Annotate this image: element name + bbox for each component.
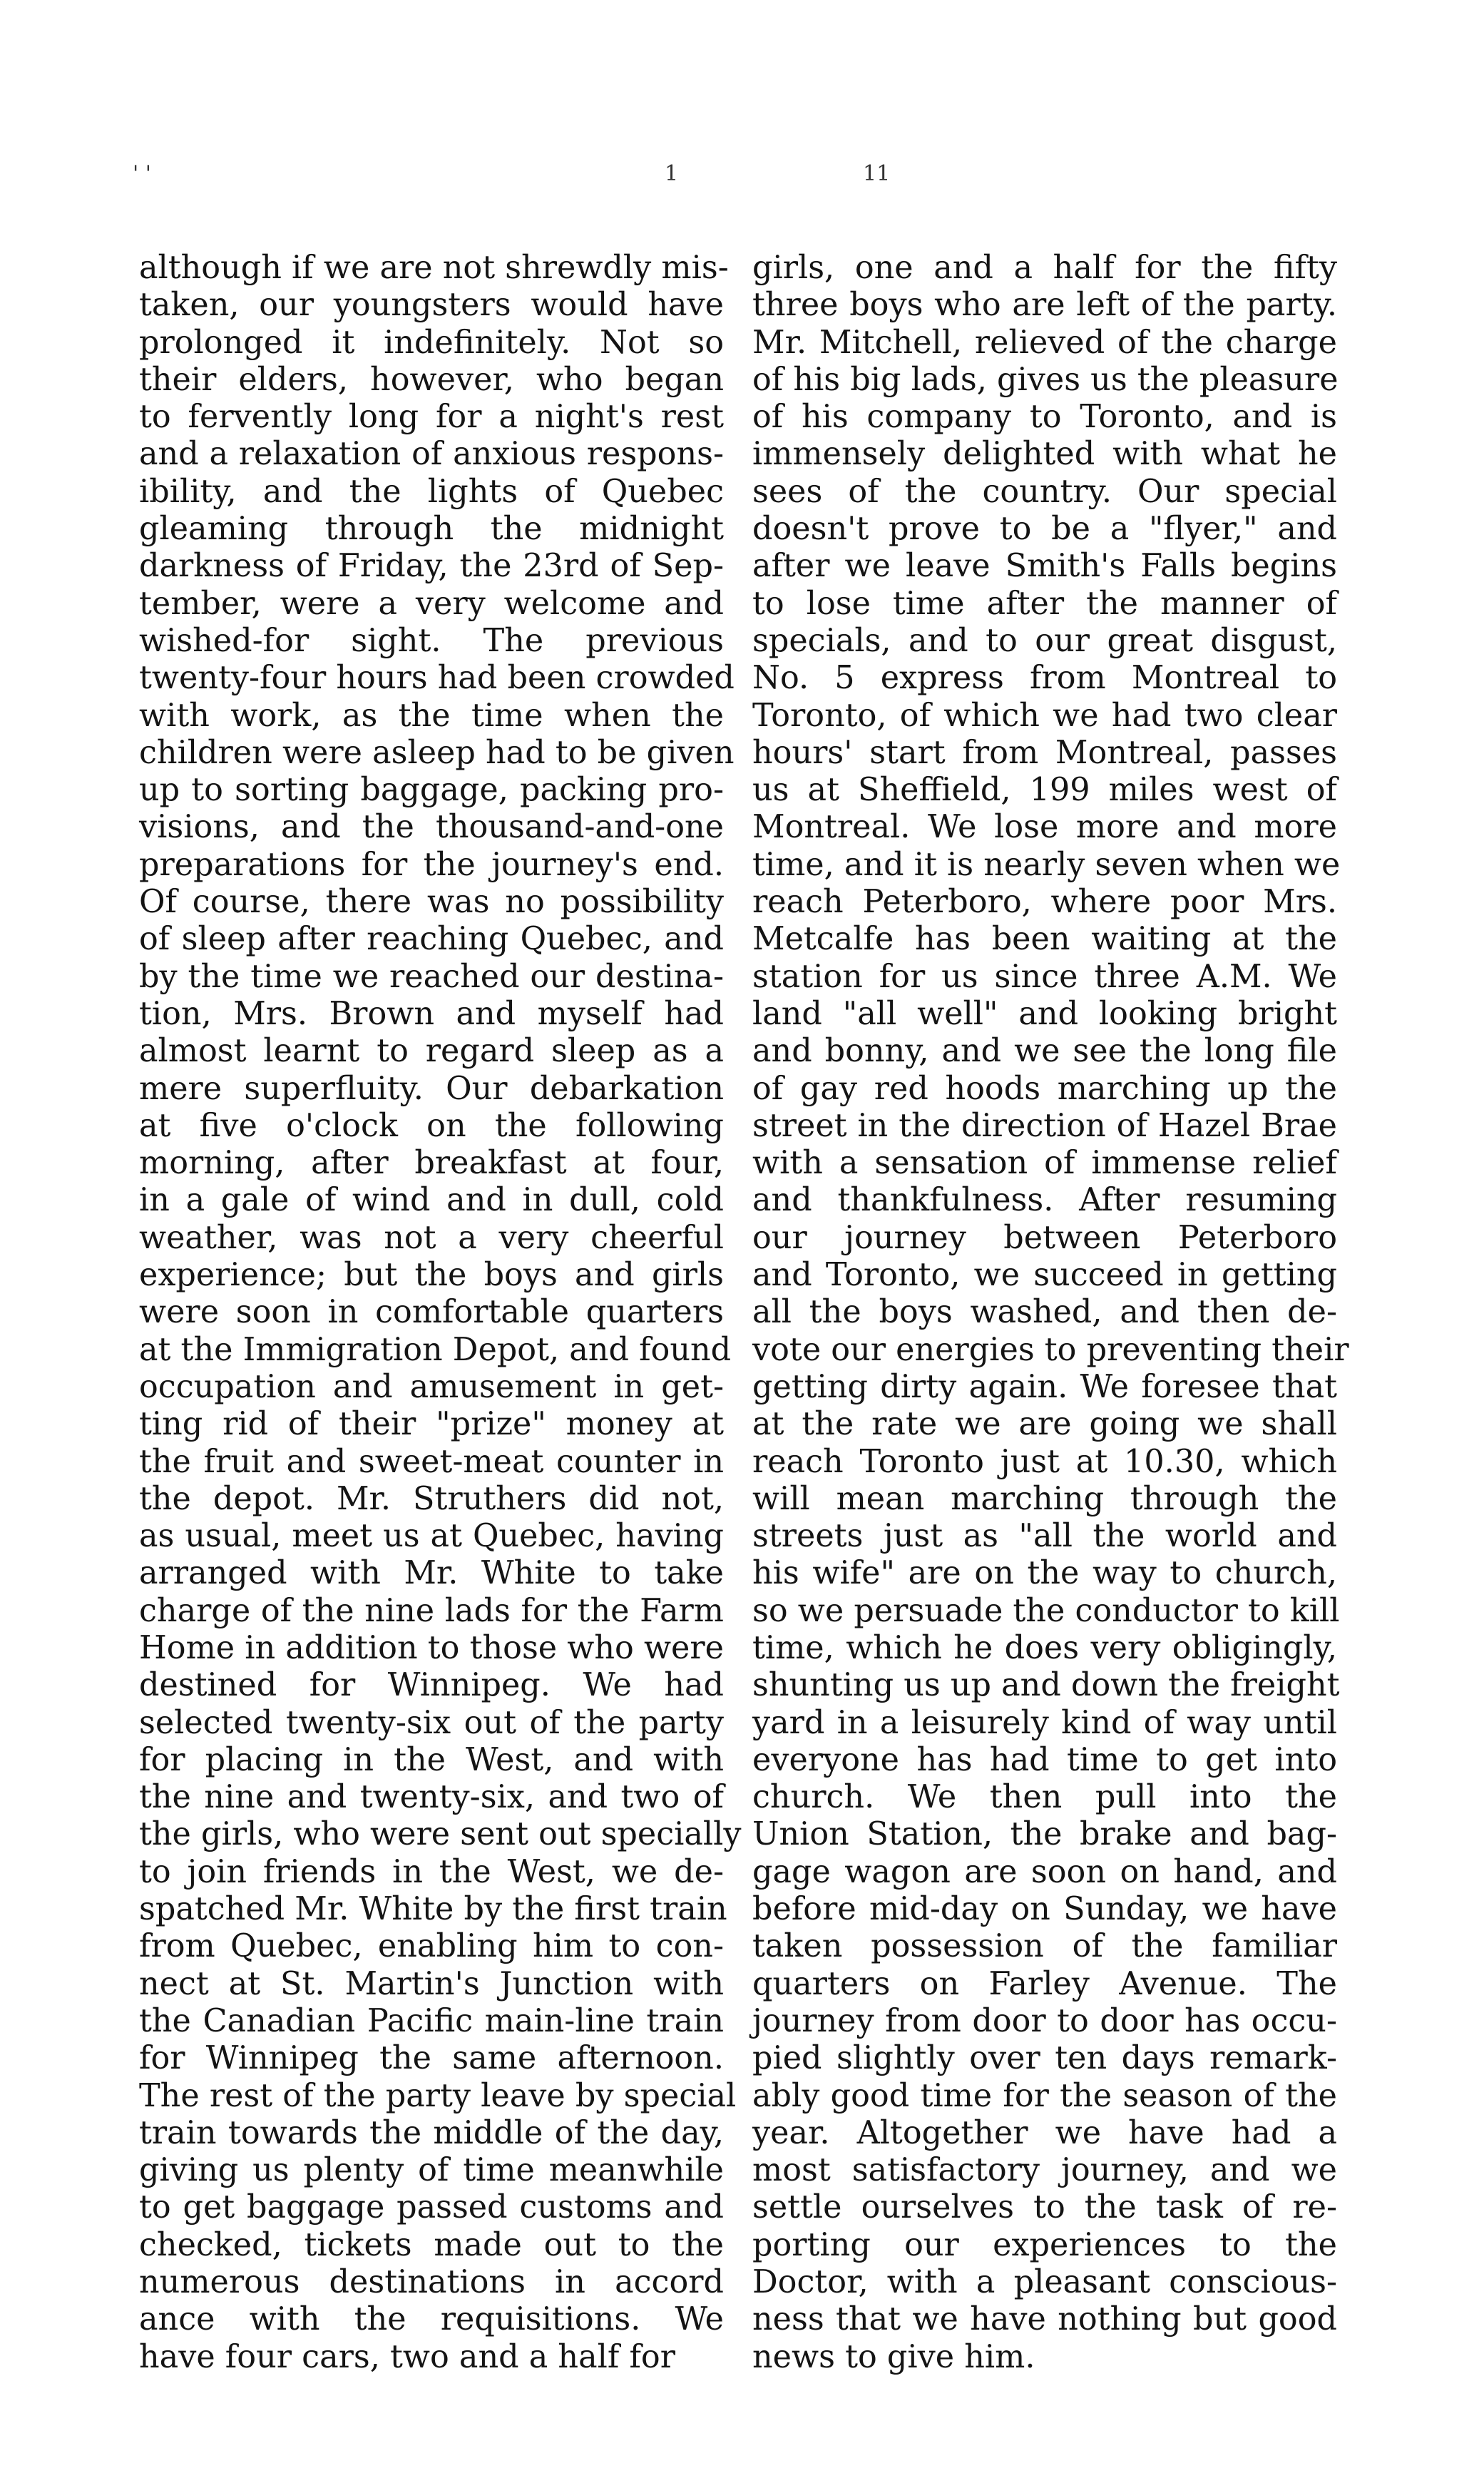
right-column-line: all the boys washed, and then de- [752, 1294, 1337, 1331]
left-column-line: twenty-four hours had been crowded [139, 660, 735, 697]
left-column-line: almost learnt to regard sleep as a [139, 1033, 724, 1070]
right-column-line: doesn't prove to be a "flyer," and [752, 511, 1337, 548]
right-column-line: No. 5 express from Montreal to [752, 660, 1337, 697]
left-column-line: the girls, who were sent out specially [139, 1816, 742, 1853]
right-column-line: land "all well" and looking bright [752, 995, 1337, 1032]
right-column-line: quarters on Farley Avenue. The [752, 1965, 1337, 2002]
right-column-line: Toronto, of which we had two clear [752, 697, 1337, 734]
left-column-line: tion, Mrs. Brown and myself had [139, 995, 724, 1032]
page-header [0, 161, 1484, 190]
right-column-line: settle ourselves to the task of re- [752, 2189, 1337, 2226]
left-column-line: have four cars, two and a half for [139, 2338, 675, 2375]
right-column-line: and thankfulness. After resuming [752, 1182, 1337, 1219]
right-column-line: news to give him. [752, 2338, 1035, 2375]
right-column-line: ness that we have nothing but good [752, 2301, 1337, 2338]
right-column-line: Metcalfe has been waiting at the [752, 921, 1337, 958]
right-column-line: will mean marching through the [752, 1480, 1337, 1517]
right-column-line: and Toronto, we succeed in getting [752, 1257, 1337, 1294]
right-column-line: us at Sheffield, 199 miles west of [752, 772, 1337, 809]
left-column-line: Of course, there was no possibility [139, 884, 724, 921]
left-column-line: occupation and amusement in get- [139, 1368, 724, 1405]
left-column-line: their elders, however, who began [139, 361, 724, 398]
left-column-line: weather, was not a very cheerful [139, 1219, 724, 1256]
left-column-line: wished-for sight. The previous [139, 622, 724, 659]
left-column-line: checked, tickets made out to the [139, 2226, 724, 2263]
right-text-column [752, 250, 1349, 2376]
right-column-line: Montreal. We lose more and more [752, 809, 1337, 846]
right-column-line: immensely delighted with what he [752, 436, 1337, 473]
left-column-line: destined for Winnipeg. We had [139, 1667, 724, 1704]
left-column-line: Home in addition to those who were [139, 1629, 724, 1666]
right-column-line: shunting us up and down the freight [752, 1667, 1340, 1704]
left-column-line: the fruit and sweet-meat counter in [139, 1443, 724, 1480]
right-column-line: pied slightly over ten days remark- [752, 2040, 1337, 2077]
left-column-line: to fervently long for a night's rest [139, 399, 724, 436]
right-column-line: with a sensation of immense relief [752, 1145, 1337, 1182]
left-column-line: ance with the requisitions. We [139, 2301, 724, 2338]
left-column-line: for Winnipeg the same afternoon. [139, 2040, 724, 2077]
header-left-mark: ' ' [133, 161, 152, 186]
right-column-line: reach Peterboro, where poor Mrs. [752, 884, 1337, 921]
left-column-line: visions, and the thousand-and-one [139, 809, 724, 846]
right-column-line: streets just as "all the world and [752, 1518, 1337, 1555]
left-column-line: for placing in the West, and with [139, 1741, 724, 1778]
left-column-line: mere superfluity. Our debarkation [139, 1070, 724, 1107]
right-column-line: year. Altogether we have had a [752, 2114, 1337, 2151]
left-column-line: giving us plenty of time meanwhile [139, 2152, 724, 2189]
right-column-line: vote our energies to preventing their [752, 1331, 1349, 1368]
left-column-line: selected twenty-six out of the party [139, 1704, 724, 1741]
left-column-line: taken, our youngsters would have [139, 287, 724, 324]
left-column-line: the Canadian Pacific main-line train [139, 2002, 724, 2039]
right-column-line: so we persuade the conductor to kill [752, 1592, 1340, 1629]
left-column-line: arranged with Mr. White to take [139, 1555, 724, 1592]
right-column-line: Mr. Mitchell, relieved of the charge [752, 324, 1337, 361]
left-column-line: charge of the nine lads for the Farm [139, 1592, 724, 1629]
right-column-line: everyone has had time to get into [752, 1741, 1337, 1778]
right-column-line: girls, one and a half for the fifty [752, 250, 1337, 286]
right-column-line: taken possession of the familiar [752, 1928, 1337, 1965]
left-column-line: to get baggage passed customs and [139, 2189, 724, 2226]
left-column-line: were soon in comfortable quarters [139, 1294, 724, 1331]
left-column-line: the nine and twenty-six, and two of [139, 1779, 724, 1816]
right-column-line: time, which he does very obligingly, [752, 1629, 1337, 1666]
left-column-line: children were asleep had to be given [139, 734, 735, 771]
left-column-line: experience; but the boys and girls [139, 1257, 724, 1294]
left-column-line: ting rid of their "prize" money at [139, 1406, 724, 1443]
right-column-line: church. We then pull into the [752, 1779, 1337, 1816]
left-column-line: with work, as the time when the [139, 697, 724, 734]
left-column-line: up to sorting baggage, packing pro- [139, 772, 724, 809]
right-column-line: sees of the country. Our special [752, 473, 1337, 510]
left-column-line: preparations for the journey's end. [139, 846, 724, 883]
right-column-line: before mid-day on Sunday, we have [752, 1891, 1337, 1928]
right-column-line: time, and it is nearly seven when we [752, 846, 1341, 883]
left-text-column [139, 250, 742, 2376]
left-column-line: numerous destinations in accord [139, 2264, 724, 2301]
left-column-line: darkness of Friday, the 23rd of Sep- [139, 548, 724, 585]
left-column-line: in a gale of wind and in dull, cold [139, 1182, 724, 1219]
right-column-line: street in the direction of Hazel Brae [752, 1107, 1337, 1144]
right-column-line: of his big lads, gives us the pleasure [752, 361, 1339, 398]
left-column-line: by the time we reached our destina- [139, 958, 724, 995]
left-column-line: the depot. Mr. Struthers did not, [139, 1480, 724, 1517]
right-column-line: after we leave Smith's Falls begins [752, 548, 1337, 585]
left-column-line: and a relaxation of anxious respons- [139, 436, 724, 473]
right-column-line: and bonny, and we see the long file [752, 1033, 1337, 1070]
header-right-mark: 11 [863, 161, 891, 186]
left-column-line: as usual, meet us at Quebec, having [139, 1518, 724, 1555]
left-column-line: from Quebec, enabling him to con- [139, 1928, 724, 1965]
right-column-line: gage wagon are soon on hand, and [752, 1853, 1337, 1890]
right-column-line: station for us since three A.M. We [752, 958, 1337, 995]
right-column-line: specials, and to our great disgust, [752, 622, 1337, 659]
left-column-line: tember, were a very welcome and [139, 585, 724, 622]
left-column-line: at five o'clock on the following [139, 1107, 724, 1144]
right-column-line: at the rate we are going we shall [752, 1406, 1337, 1443]
left-column-line: morning, after breakfast at four, [139, 1145, 724, 1182]
left-column-line: gleaming through the midnight [139, 511, 724, 548]
left-column-line: nect at St. Martin's Junction with [139, 1965, 724, 2002]
right-column-line: porting our experiences to the [752, 2226, 1337, 2263]
right-column-line: journey from door to door has occu- [752, 2002, 1337, 2039]
left-column-line: The rest of the party leave by special [139, 2077, 737, 2114]
left-column-line: prolonged it indefinitely. Not so [139, 324, 724, 361]
right-column-line: to lose time after the manner of [752, 585, 1337, 622]
left-column-line: of sleep after reaching Quebec, and [139, 921, 724, 958]
right-column-line: his wife" are on the way to church, [752, 1555, 1337, 1592]
right-column-line: our journey between Peterboro [752, 1219, 1337, 1256]
right-column-line: yard in a leisurely kind of way until [752, 1704, 1337, 1741]
right-column-line: of his company to Toronto, and is [752, 399, 1337, 436]
right-column-line: hours' start from Montreal, passes [752, 734, 1337, 771]
right-column-line: getting dirty again. We foresee that [752, 1368, 1337, 1405]
left-column-line: spatched Mr. White by the first train [139, 1891, 727, 1928]
right-column-line: reach Toronto just at 10.30, which [752, 1443, 1337, 1480]
right-column-line: three boys who are left of the party. [752, 287, 1337, 324]
left-column-line: although if we are not shrewdly mis- [139, 250, 729, 286]
header-page-number: 1 [665, 161, 679, 186]
right-column-line: Doctor, with a pleasant conscious- [752, 2264, 1337, 2301]
left-column-line: at the Immigration Depot, and found [139, 1331, 732, 1368]
left-column-line: train towards the middle of the day, [139, 2114, 724, 2151]
left-column-line: ibility, and the lights of Quebec [139, 473, 724, 510]
right-column-line: Union Station, the brake and bag- [752, 1816, 1337, 1853]
right-column-line: most satisfactory journey, and we [752, 2152, 1337, 2189]
right-column-line: ably good time for the season of the [752, 2077, 1337, 2114]
right-column-line: of gay red hoods marching up the [752, 1070, 1337, 1107]
left-column-line: to join friends in the West, we de- [139, 1853, 724, 1890]
